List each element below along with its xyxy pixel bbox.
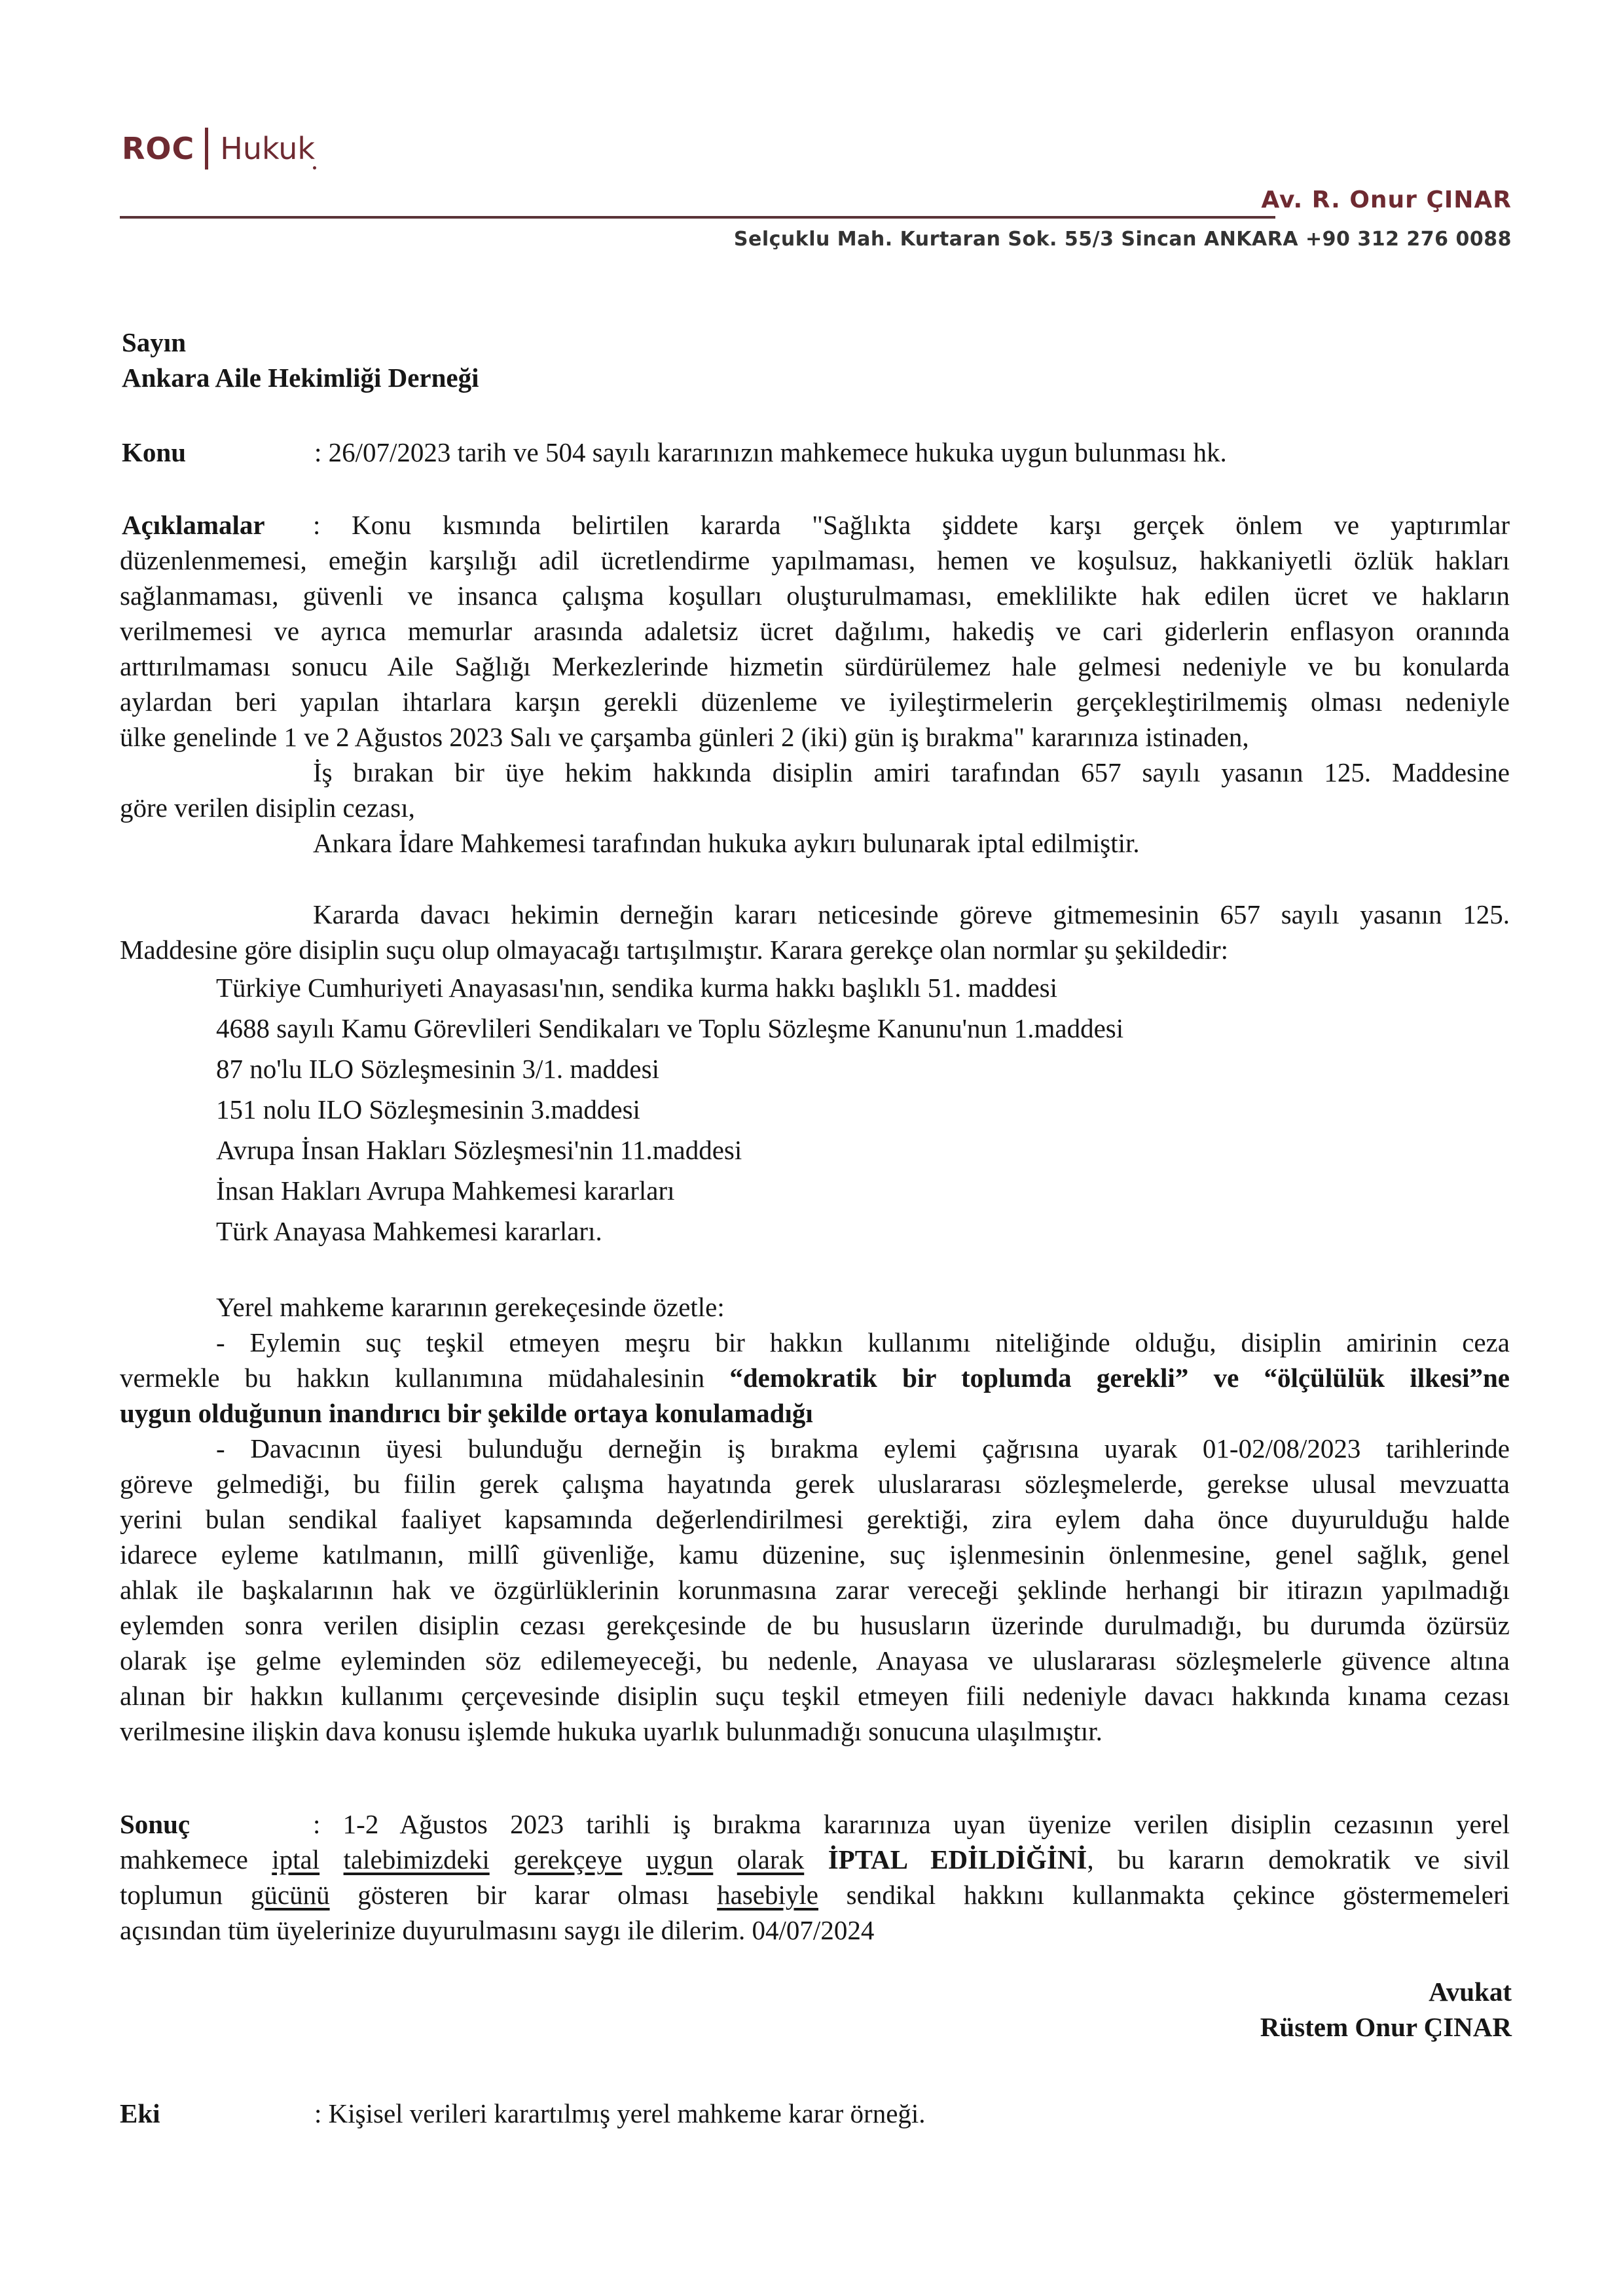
explanations-last-line: ülke genelinde 1 ve 2 Ağustos 2023 Salı ve çarşamba günleri 2 (iki) gün iş bırakma" kararınıza istinaden, bbox=[120, 722, 1249, 752]
paragraph-line: göre verilen disiplin cezası, bbox=[120, 793, 415, 823]
reasoning-line: alınan bir hakkın kullanımı çerçevesinde disiplin suçu teşkil etmeyen fiili nedeniyle davacı hakkında kınama cezası bbox=[120, 1681, 1510, 1711]
conclusion-line: : 1-2 Ağustos 2023 tarihli iş bırakma kararınıza uyan üyenize verilen disiplin cezasının yerel bbox=[313, 1809, 1510, 1839]
signature-title: Avukat bbox=[1429, 1977, 1512, 2007]
norm-item: Avrupa İnsan Hakları Sözleşmesi'nin 11.maddesi bbox=[216, 1135, 742, 1165]
attachment-text: : Kişisel verileri karartılmış yerel mahkeme karar örneği. bbox=[314, 2098, 926, 2128]
reasoning-line: olarak işe gelme eyleminden söz edilemeyeceği, bu nedenle, Anayasa ve uluslararası sözleşmelerle güvence altına bbox=[120, 1645, 1510, 1676]
conclusion-text: mahkemece bbox=[120, 1844, 272, 1874]
conclusion-line bbox=[120, 1842, 1510, 1877]
underlined-word: iptal bbox=[272, 1844, 320, 1874]
reasoning-line: ahlak ile başkalarının hak ve özgürlüklerinin korunmasına zarar vereceği şeklinde herhangi bir itirazın yapılmadığı bbox=[120, 1575, 1510, 1605]
annulled-emphasis: İPTAL EDİLDİĞİNİ bbox=[828, 1844, 1087, 1874]
logo-dot bbox=[313, 166, 316, 170]
reasoning-line: idarece eyleme katılmanın, millî güvenliğe, kamu düzenine, suç işlenmesinin önlenmesine, genel sağlık, genel bbox=[120, 1539, 1510, 1570]
conclusion-line: açısından tüm üyelerinize duyurulmasını saygı ile dilerim. 04/07/2024 bbox=[120, 1915, 875, 1945]
reasoning-emphasis-line: uygun olduğunun inandırıcı bir şekilde ortaya konulamadığı bbox=[120, 1398, 813, 1428]
underlined-word: talebimizdeki bbox=[343, 1844, 490, 1874]
reasoning-intro: Yerel mahkeme kararının gerekeçesinde özetle: bbox=[216, 1292, 725, 1322]
decision-line: Kararda davacı hekimin derneğin kararı neticesinde göreve gitmemesinin 657 sayılı yasanın 125. bbox=[313, 899, 1510, 929]
conclusion-text: gösteren bir karar olması bbox=[329, 1880, 718, 1910]
logo-roc-text: ROC bbox=[122, 131, 195, 166]
explanations-line: düzenlenmemesi, emeğin karşılığı adil ücretlendirme yapılmaması, hemen ve koşulsuz, hakkaniyetli özlük hakları bbox=[120, 545, 1510, 575]
norm-item: 87 no'lu ILO Sözleşmesinin 3/1. maddesi bbox=[216, 1054, 659, 1084]
explanations-line: sağlanmaması, güvenli ve insanca çalışma koşulları oluşturulmaması, emeklilikte hak edilen ücret ve hakların bbox=[120, 581, 1510, 611]
paragraph-line: Ankara İdare Mahkemesi tarafından hukuka aykırı bulunarak iptal edilmiştir. bbox=[313, 828, 1140, 858]
conclusion-text: toplumun bbox=[120, 1880, 251, 1910]
explanations-label: Açıklamalar bbox=[122, 510, 265, 540]
logo-hukuk-text: Hukuk bbox=[220, 131, 316, 166]
lawyer-name: Av. R. Onur ÇINAR bbox=[1261, 187, 1512, 213]
recipient-name: Ankara Aile Hekimliği Derneği bbox=[122, 363, 479, 393]
norm-item: İnsan Hakları Avrupa Mahkemesi kararları bbox=[216, 1175, 675, 1206]
subject-text: : 26/07/2023 tarih ve 504 sayılı kararınızın mahkemece hukuka uygun bulunması hk. bbox=[314, 437, 1227, 467]
decision-line: Maddesine göre disiplin suçu olup olmayacağı tartışılmıştır. Karara gerekçe olan normlar şu şekildedir: bbox=[120, 935, 1229, 965]
underlined-word: hasebiyle bbox=[717, 1880, 818, 1910]
salutation: Sayın bbox=[122, 327, 186, 357]
norm-item: 151 nolu ILO Sözleşmesinin 3.maddesi bbox=[216, 1094, 640, 1124]
underlined-word: gücünü bbox=[250, 1880, 330, 1910]
underlined-word: olarak bbox=[737, 1844, 805, 1874]
explanations-line: verilmemesi ve ayrıca memurlar arasında adaletsiz ücret dağılımı, hakediş ve cari giderlerin enflasyon oranında bbox=[120, 616, 1510, 646]
explanations-line: aylardan beri yapılan ihtarlara karşın gerekli düzenleme ve iyileştirmelerin gerçekleştirilmemiş olması nedeniyle bbox=[120, 687, 1510, 717]
reasoning-line: verilmesine ilişkin dava konusu işlemde hukuka uyarlık bulunmadığı sonucuna ulaşılmıştır. bbox=[120, 1716, 1103, 1746]
reasoning-line bbox=[120, 1360, 1510, 1395]
firm-address: Selçuklu Mah. Kurtaran Sok. 55/3 Sincan ANKARA +90 312 276 0088 bbox=[733, 228, 1512, 251]
conclusion-label: Sonuç bbox=[120, 1809, 191, 1839]
conclusion-text: sendikal hakkını kullanmakta çekince göstermemeleri bbox=[818, 1880, 1510, 1910]
subject-label: Konu bbox=[122, 437, 186, 467]
conclusion-text: , bu kararın demokratik ve sivil bbox=[1087, 1844, 1510, 1874]
norm-item: Türk Anayasa Mahkemesi kararları. bbox=[216, 1216, 602, 1246]
reasoning-line: göreve gelmediği, bu fiilin gerek çalışma hayatında gerek uluslararası sözleşmelerde, gerekse ulusal mevzuatta bbox=[120, 1469, 1510, 1499]
firm-logo bbox=[122, 126, 315, 171]
reasoning-line: yerini bulan sendikal faaliyet kapsamında değerlendirilmesi gerektiği, zira eylem daha önce duyurulduğu halde bbox=[120, 1504, 1510, 1534]
reasoning-line: - Davacının üyesi bulunduğu derneğin iş bırakma eylemi çağrısına uyarak 01-02/08/2023 tarihlerinde bbox=[216, 1433, 1510, 1463]
paragraph-line: İş bırakan bir üye hekim hakkında disiplin amiri tarafından 657 sayılı yasanın 125. Maddesine bbox=[313, 757, 1510, 787]
underlined-word: gerekçeye bbox=[513, 1844, 623, 1874]
explanations-first-line: : Konu kısmında belirtilen kararda "Sağlıkta şiddete karşı gerçek önlem ve yaptırımlar bbox=[313, 510, 1510, 540]
explanations-line: arttırılmaması sonucu Aile Sağlığı Merkezlerinde hizmetin sürdürülemez hale gelmesi nedeniyle ve bu konularda bbox=[120, 651, 1510, 681]
underlined-word: uygun bbox=[646, 1844, 714, 1874]
norm-item: Türkiye Cumhuriyeti Anayasası'nın, sendika kurma hakkı başlıklı 51. maddesi bbox=[216, 973, 1057, 1003]
header-rule bbox=[120, 216, 1275, 219]
reasoning-text: vermekle bu hakkın kullanımına müdahalesinin bbox=[120, 1363, 730, 1393]
attachment-label: Eki bbox=[120, 2098, 160, 2128]
reasoning-line: - Eylemin suç teşkil etmeyen meşru bir hakkın kullanımı niteliğinde olduğu, disiplin amirinin ceza bbox=[216, 1327, 1510, 1357]
reasoning-line: eylemden sonra verilen disiplin cezası gerekçesinde de bu hususların üzerinde durulmadığı, bu durumda özürsüz bbox=[120, 1610, 1510, 1640]
logo-divider bbox=[205, 128, 208, 170]
norm-item: 4688 sayılı Kamu Görevlileri Sendikaları ve Toplu Sözleşme Kanunu'nun 1.maddesi bbox=[216, 1013, 1124, 1043]
conclusion-line bbox=[120, 1877, 1510, 1912]
signature-name: Rüstem Onur ÇINAR bbox=[1260, 2012, 1512, 2042]
reasoning-emphasis: “demokratik bir toplumda gerekli” ve “ölçülülük ilkesi”ne bbox=[729, 1363, 1510, 1393]
